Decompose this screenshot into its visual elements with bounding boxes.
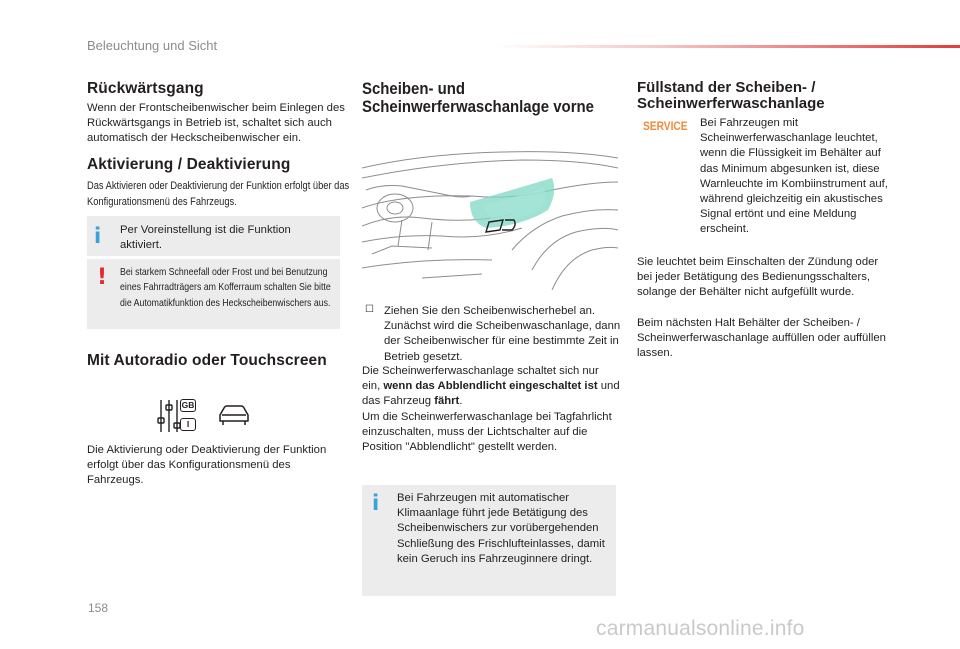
- info-box-text: Per Voreinstellung ist die Funktion aktiviert.: [120, 224, 291, 252]
- heading-aktivierung: Aktivierung / Deaktivierung: [87, 156, 291, 173]
- service-warning-icon: SERVICE: [643, 119, 688, 133]
- paragraph-reverse-gear: Wenn der Frontscheibenwischer beim Einlegen des Rückwärtsgangs in Betrieb ist, schaltet sich auch automatisch der Heckscheibenwischer ein.: [87, 102, 345, 145]
- bullet-arrow-icon: ☐: [365, 304, 374, 315]
- paragraph-refill: Beim nächsten Halt Behälter der Scheiben- / Scheinwerferwaschanlage auffüllen oder auffüllen lassen.: [637, 317, 886, 360]
- heading-rueckwaertsgang: Rückwärtsgang: [87, 80, 204, 97]
- paragraph-activation: Das Aktivieren oder Deaktivierung der Funktion erfolgt über das Konfigurationsmenü des Fahrzeugs.: [87, 180, 350, 208]
- warning-box-snow: [87, 259, 340, 329]
- heading-line-2: Scheinwerferwaschanlage: [637, 95, 825, 112]
- watermark: carmanualsonline.info: [596, 617, 805, 640]
- paragraph-ignition: Sie leuchtet beim Einschalten der Zündung oder bei jeder Betätigung des Bedienungsschalters, solange der Behälter nicht aufgefüllt wurde.: [637, 256, 879, 299]
- heading-line-2: Scheinwerferwaschanlage vorne: [362, 97, 594, 116]
- heading-fuellstand: [637, 80, 907, 112]
- warning-icon: !: [97, 265, 108, 290]
- car-icon: [217, 402, 251, 428]
- bullet-text: Ziehen Sie den Scheibenwischerhebel an. Zunächst wird die Scheibenwaschanlage, dann der Scheibenwischer für eine bestimmte Zeit in Betrieb gesetzt.: [384, 305, 621, 363]
- language-gb-badge: GB: [181, 400, 195, 410]
- paragraph-radio-config: Die Aktivierung oder Deaktivierung der Funktion erfolgt über das Konfigurationsmenü des Fahrzeugs.: [87, 444, 327, 487]
- heading-line-1: Scheiben- und: [362, 79, 466, 98]
- heading-autoradio: Mit Autoradio oder Touchscreen: [87, 352, 327, 369]
- paragraph-headlamp-wash: Die Scheinwerferwaschanlage schaltet sich nur ein, wenn das Abblendlicht eingeschaltet ist und das Fahrzeug fährt.: [362, 365, 620, 408]
- info-icon: i: [372, 491, 380, 515]
- header-accent-bar: [492, 45, 960, 48]
- warning-box-text: Bei starkem Schneefall oder Frost und bei Benutzung eines Fahrradträgers am Kofferraum schalten Sie bitte die Automatikfunktion des Heckscheibenwischers aus.: [120, 267, 331, 309]
- info-box-climate: [362, 485, 616, 596]
- paragraph-service-light: Bei Fahrzeugen mit Scheinwerferwaschanlage leuchtet, wenn die Flüssigkeit im Behälter auf das Minimum abgesunken ist, diese Warnleuchte im Kombiinstrument auf, während gleichzeitig ein akustisches Signal ertönt und eine Meldung erscheint.: [700, 117, 888, 236]
- info-i-badge: I: [180, 418, 196, 431]
- heading-waschanlage-vorne: [362, 80, 626, 116]
- chapter-title: Beleuchtung und Sicht: [87, 38, 218, 53]
- heading-line-1: Füllstand der Scheiben- /: [637, 79, 816, 96]
- info-box-text: Bei Fahrzeugen mit automatischer Klimaanlage führt jede Betätigung des Scheibenwischers zur vorübergehenden Schließung des Frischlufteinlasses, damit kein Geruch ins Fahrzeuginnere dringt.: [397, 492, 605, 565]
- car-front-illustration: [362, 150, 618, 290]
- info-icon: i: [94, 224, 102, 248]
- paragraph-daylight: Um die Scheinwerferwaschanlage bei Tagfahrlicht einzuschalten, muss der Lichtschalter auf die Position "Abblendlicht" gestellt werden.: [362, 411, 612, 454]
- info-box-default: [87, 216, 340, 256]
- page-number: 158: [88, 601, 109, 615]
